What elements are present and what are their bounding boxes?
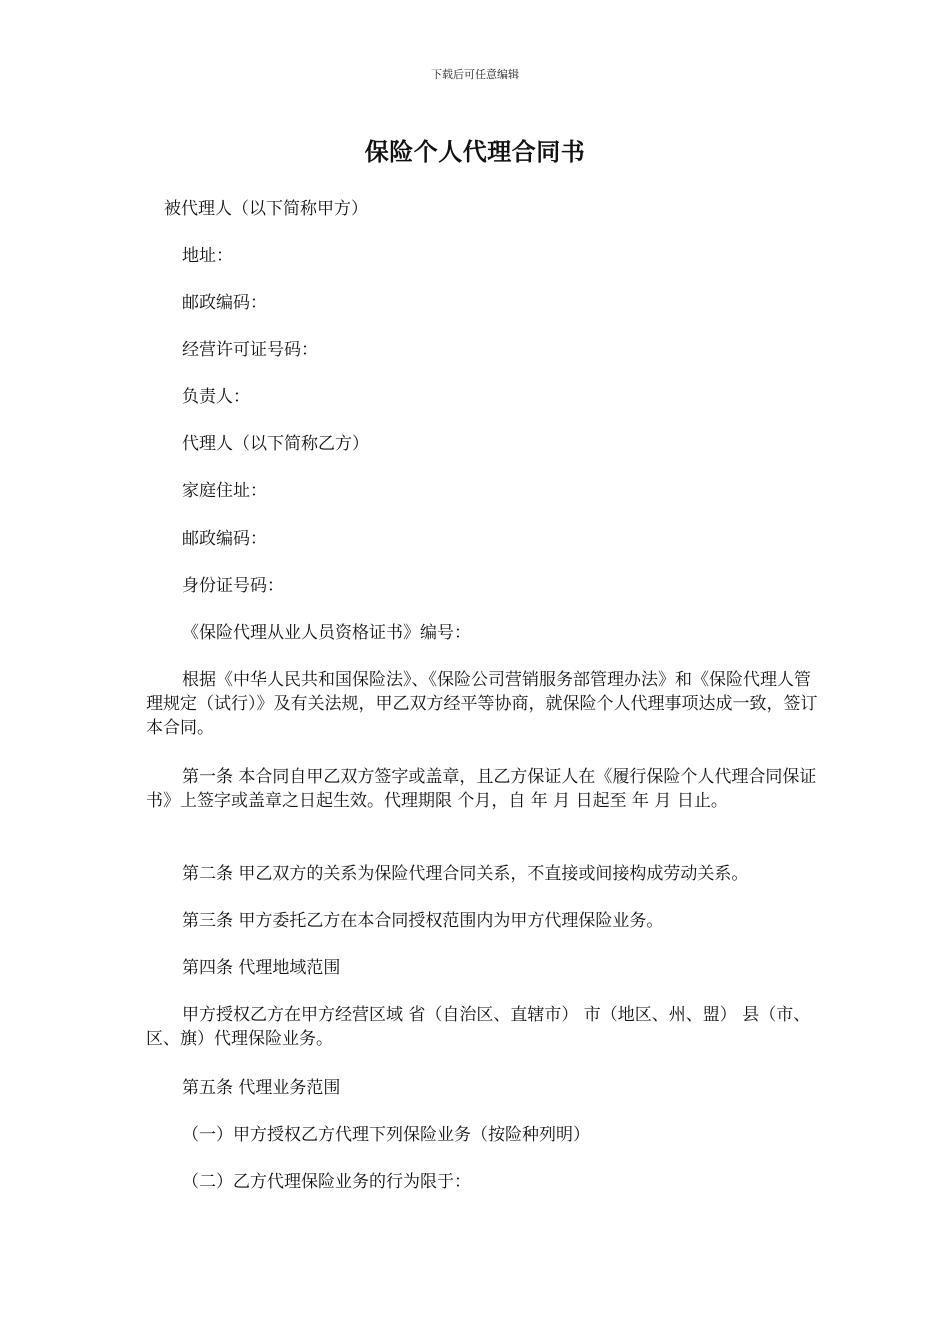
paragraph-address: 地址： [182, 246, 233, 266]
document-title: 保险个人代理合同书 [364, 137, 586, 166]
article-2: 第二条 甲乙双方的关系为保险代理合同关系，不直接或间接构成劳动关系。 [182, 864, 749, 884]
article-5-heading: 第五条 代理业务范围 [182, 1078, 341, 1098]
paragraph-agent: 代理人（以下简称乙方） [182, 434, 369, 454]
paragraph-person-in-charge: 负责人： [182, 387, 250, 407]
paragraph-postcode-1: 邮政编码： [182, 293, 267, 313]
page-header: 下载后可任意编辑 [431, 68, 519, 81]
paragraph-principal: 被代理人（以下简称甲方） [164, 199, 368, 219]
article-5-item-1: （一）甲方授权乙方代理下列保险业务（按险种列明） [182, 1125, 590, 1145]
article-3: 第三条 甲方委托乙方在本合同授权范围内为甲方代理保险业务。 [182, 911, 664, 931]
article-4-body: 甲方授权乙方在甲方经营区域 省（自治区、直辖市） 市（地区、州、盟） 县（市、区、旗）代理保险业务。 [146, 1005, 811, 1049]
paragraph-home-address: 家庭住址： [182, 481, 267, 501]
paragraph-preamble: 根据《中华人民共和国保险法》、《保险公司营销服务部管理办法》和《保险代理人管理规定（试行）》及有关法规，甲乙双方经平等协商，就保险个人代理事项达成一致，签订本合同。 [146, 670, 818, 738]
paragraph-postcode-2: 邮政编码： [182, 529, 267, 549]
paragraph-license-number: 经营许可证号码： [182, 340, 318, 360]
article-5-item-2: （二）乙方代理保险业务的行为限于： [182, 1172, 471, 1192]
paragraph-certificate-number: 《保险代理从业人员资格证书》编号： [182, 623, 471, 643]
paragraph-id-number: 身份证号码： [182, 576, 284, 596]
article-4-heading: 第四条 代理地域范围 [182, 958, 341, 978]
article-1: 第一条 本合同自甲乙双方签字或盖章，且乙方保证人在《履行保险个人代理合同保证书》上签字或盖章之日起生效。代理期限 个月，自 年 月 日起至 年 月 日止。 [146, 767, 817, 811]
